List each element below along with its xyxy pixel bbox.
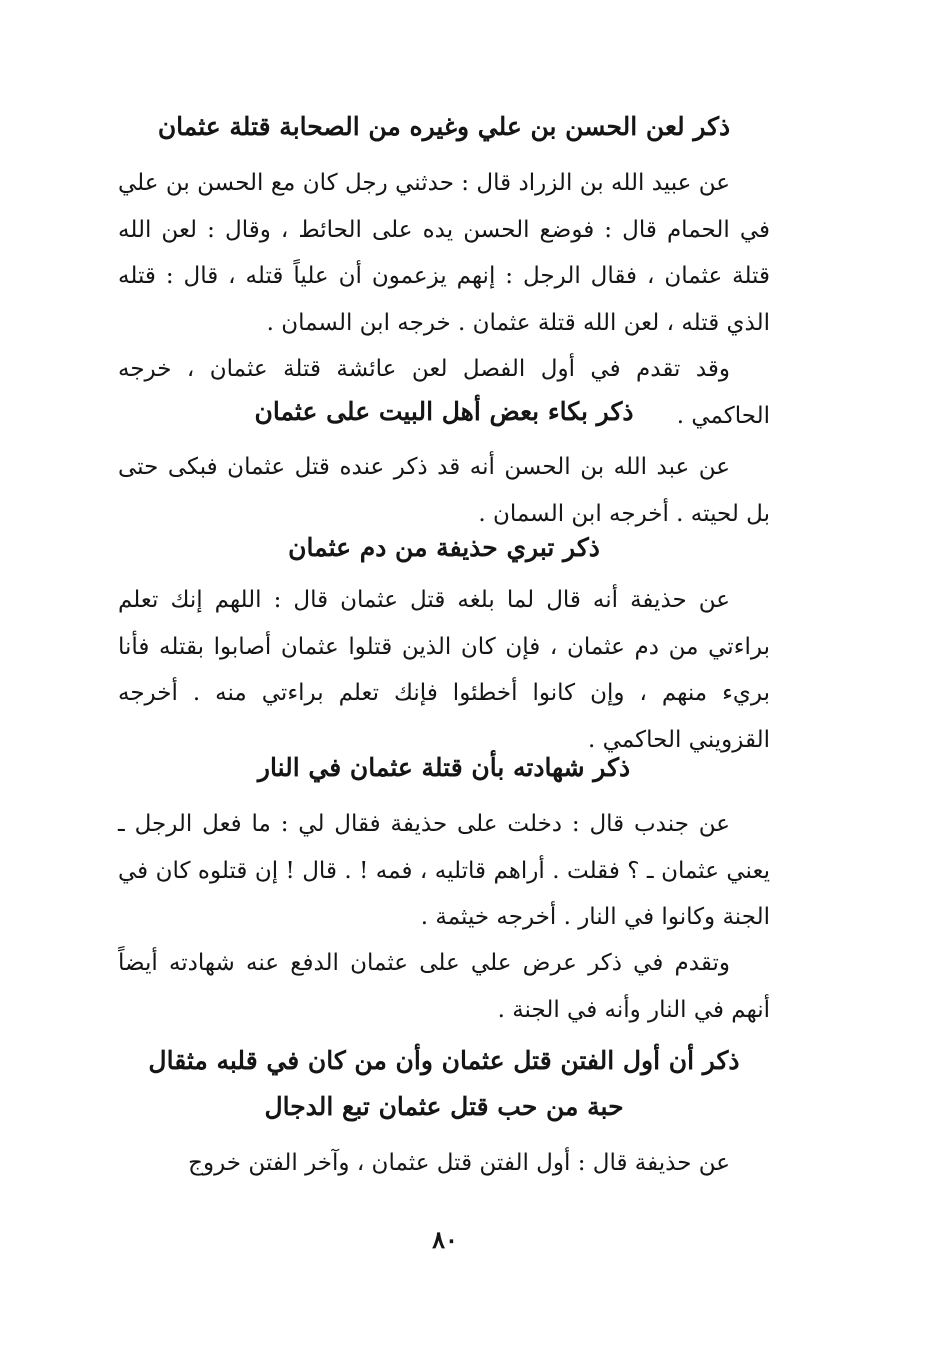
paragraph: عن جندب قال : دخلت على حذيفة فقال لي : ما فعل الرجل ـ يعني عثمان ـ ؟ فقلت . أراهم قاتليه ، فمه ! . قال ! إن قتلوه كان في الجنة وكانوا في النار . أخرجه خيثمة . xyxy=(118,811,770,930)
section-heading-line: ذكر أن أول الفتن قتل عثمان وأن من كان في قلبه مثقال xyxy=(148,1046,740,1075)
page-number: ٨٠ xyxy=(432,1225,458,1254)
paragraph: عن عبيد الله بن الزراد قال : حدثني رجل كان مع الحسن بن علي في الحمام قال : فوضع الحسن يده على الحائط ، وقال : لعن الله قتلة عثمان ، فقال الرجل : إنهم يزعمون أن علياً قتله ، قال : قتله الذي قتله ، لعن الله قتلة عثمان . خرجه ابن السمان . xyxy=(118,170,770,336)
section-heading: ذكر شهادته بأن قتلة عثمان في النار xyxy=(257,753,631,782)
section-body xyxy=(118,940,770,1033)
section-heading: ذكر بكاء بعض أهل البيت على عثمان xyxy=(254,397,634,426)
paragraph: وتقدم في ذكر عرض علي على عثمان الدفع عنه شهادته أيضاً أنهم في النار وأنه في الجنة . xyxy=(118,950,770,1023)
section-heading: ذكر لعن الحسن بن علي وغيره من الصحابة قتلة عثمان xyxy=(157,112,731,141)
section-heading-line: حبة من حب قتل عثمان تبع الدجال xyxy=(264,1092,624,1121)
section-body xyxy=(118,801,770,941)
section-heading: ذكر تبري حذيفة من دم عثمان xyxy=(288,533,600,562)
section-body xyxy=(118,444,770,537)
paragraph: وقد تقدم في أول الفصل لعن عائشة قتلة عثمان ، خرجه الحاكمي . xyxy=(118,356,770,429)
section-body xyxy=(118,1140,770,1187)
paragraph: عن حذيفة قال : أول الفتن قتل عثمان ، وآخر الفتن خروج xyxy=(188,1150,730,1176)
section-body xyxy=(118,160,770,346)
section-body xyxy=(118,577,770,763)
paragraph: عن عبد الله بن الحسن أنه قد ذكر عنده قتل عثمان فبكى حتى بل لحيته . أخرجه ابن السمان . xyxy=(118,454,770,527)
paragraph: عن حذيفة أنه قال لما بلغه قتل عثمان قال : اللهم إنك تعلم براءتي من دم عثمان ، فإن كان الذين قتلوا عثمان أصابوا بقتله فأنا بريء منهم ، وإن كانوا أخطئوا فإنك تعلم براءتي منه . أخرجه القزويني الحاكمي . xyxy=(118,587,770,753)
